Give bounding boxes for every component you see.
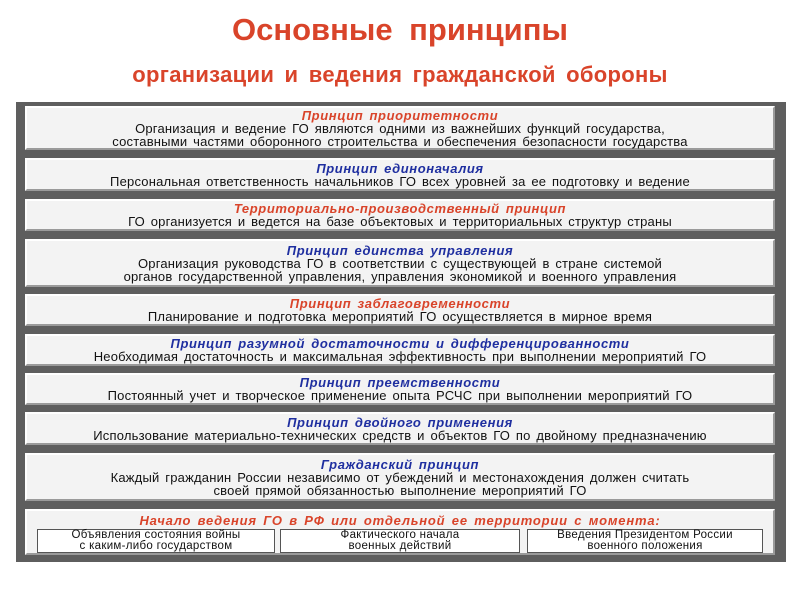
start-option-war-declared [37, 529, 275, 553]
principle-card-continuity [25, 373, 775, 405]
page-title: Основные принципы [232, 12, 568, 47]
start-option-line: Объявления состояния войны [71, 529, 241, 541]
start-option-line: военного положения [587, 540, 703, 552]
principle-text-line: составными частями оборонного строительства и обеспечения безопасности государства [112, 133, 688, 149]
principle-text-line: органов государственной управления, управления экономикой и военного управления [123, 268, 677, 284]
principle-title: Принцип двойного применения [287, 414, 513, 430]
start-of-civil-defense-panel [25, 509, 775, 555]
principles-frame [16, 102, 786, 562]
principle-card-advance-preparation [25, 294, 775, 326]
principle-title: Гражданский принцип [320, 456, 480, 472]
principle-text-line: Использование материально-технических средств и объектов ГО по двойному предназначению [93, 427, 707, 443]
start-title: Начало ведения ГО в РФ или отдельной ее территории с момента: [139, 513, 661, 528]
principle-card-unity-of-command [25, 158, 775, 191]
principle-card-civil [25, 453, 775, 501]
principle-title: Принцип единоначалия [316, 160, 484, 176]
principle-title: Принцип заблаговременности [289, 296, 511, 311]
start-option-martial-law [527, 529, 763, 553]
principle-card-dual-use [25, 412, 775, 445]
principle-card-territorial [25, 199, 775, 231]
principle-title: Принцип приоритетности [301, 107, 499, 123]
principle-card-unity-of-management [25, 239, 775, 287]
start-option-hostilities [280, 529, 520, 553]
principle-text-line: Организация и ведение ГО являются одними из важнейших функций государства, [135, 120, 665, 136]
principle-text-line: Необходимая достаточность и максимальная эффективность при выполнении мероприятий ГО [93, 349, 707, 364]
principle-text-line: Персональная ответственность начальников ГО всех уровней за ее подготовку и ведение [110, 173, 690, 189]
principle-text-line: Планирование и подготовка мероприятий ГО осуществляется в мирное время [147, 309, 653, 324]
principle-text-line: Каждый гражданин России независимо от убеждений и местонахождения должен считать [110, 469, 690, 485]
principle-text-line: Постоянный учет и творческое применение опыта РСЧС при выполнении мероприятий ГО [107, 388, 693, 403]
principle-text-line: Организация руководства ГО в соответствии с существующей в стране системой [137, 255, 663, 271]
start-option-line: с каким-либо государством [79, 540, 233, 552]
principle-title: Принцип преемственности [299, 375, 501, 390]
principle-card-priority [25, 106, 775, 150]
principle-title: Принцип единства управления [286, 242, 514, 258]
page-subtitle: организации и ведения гражданской обороны [132, 62, 668, 87]
principle-title: Принцип разумной достаточности и дифференцированности [170, 336, 630, 351]
principle-card-reasonable-sufficiency [25, 334, 775, 366]
principle-title: Территориально-производственный принцип [233, 201, 567, 216]
start-option-line: военных действий [348, 540, 452, 552]
principle-text-line: ГО организуется и ведется на базе объектовых и территориальных структур страны [128, 214, 672, 229]
start-option-line: Фактического начала [340, 529, 460, 541]
principle-text-line: своей прямой обязанностью выполнение мероприятий ГО [213, 482, 587, 498]
start-option-line: Введения Президентом России [557, 529, 733, 541]
